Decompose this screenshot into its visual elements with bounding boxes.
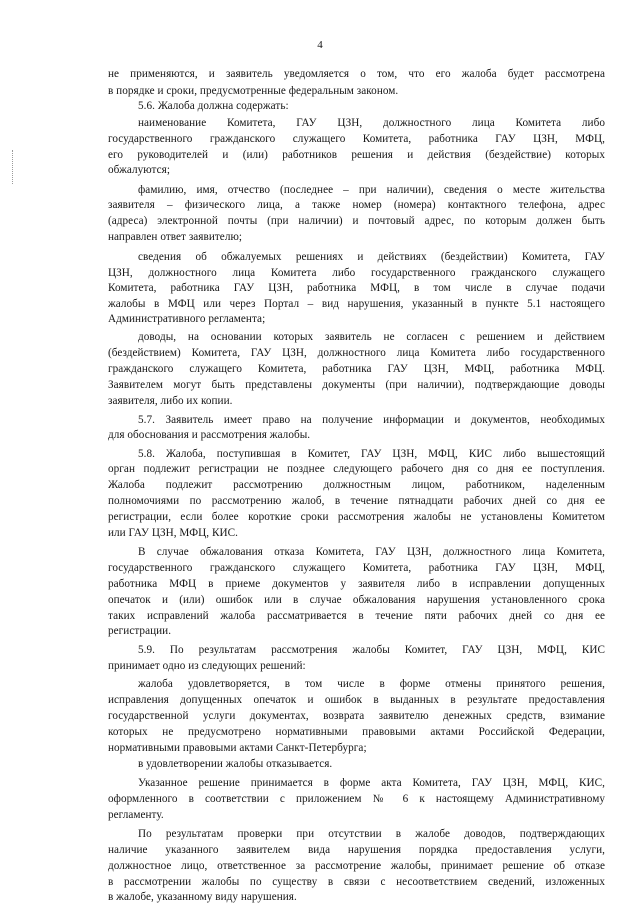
- text-line: орган подлежит регистрации не позднее следующего рабочего дня со дня ее поступления.: [108, 463, 605, 475]
- page-number: 4: [317, 39, 323, 51]
- margin-mark: [12, 150, 14, 184]
- text-line: По результатам проверки при отсутствии в жалобе доводов, подтверждающих: [138, 828, 605, 840]
- text-line: Жалоба подлежит рассмотрению должностным лицом, работником, наделенным: [108, 479, 605, 491]
- text-line: государственной услуги документах, возврата заявителю денежных средств, взимание: [108, 710, 605, 722]
- text-line: исправления допущенных опечаток и ошибок в выданных в результате предоставления: [108, 694, 605, 706]
- text-line: в удовлетворении жалобы отказывается.: [138, 758, 333, 770]
- text-line: наименование Комитета, ГАУ ЦЗН, должностного лица Комитета либо: [138, 117, 605, 129]
- text-line: в рассмотрении жалобы по существу в связи с несоответствием сведений, изложенных: [108, 876, 605, 888]
- text-line: Административного регламента;: [108, 313, 266, 325]
- text-line: фамилию, имя, отчество (последнее – при наличии), сведения о месте жительства: [138, 184, 605, 196]
- text-line: обжалуются;: [108, 164, 170, 176]
- text-line: которых не предусмотрено нормативными правовыми актами Российской Федерации,: [108, 726, 605, 738]
- text-line: Указанное решение принимается в форме акта Комитета, ГАУ ЦЗН, МФЦ, КИС,: [138, 777, 605, 789]
- text-line: таких исправлений жалоба рассматривается в течение пяти рабочих дней со дня ее: [108, 610, 605, 622]
- text-line: в жалобе, указанному виду нарушения.: [108, 891, 297, 903]
- text-line: регламенту.: [108, 809, 164, 821]
- text-line: заявителя – физического лица, а также номер (номера) контактного телефона, адрес: [108, 199, 605, 211]
- text-line: для обоснования и рассмотрения жалобы.: [108, 429, 311, 441]
- text-line: его руководителей и (или) работников решения и действия (бездействие) которых: [108, 149, 605, 161]
- text-line: оформленного в соответствии с приложением № 6 к настоящему Административному: [108, 793, 605, 805]
- text-line: Комитета, работника ГАУ ЦЗН, работника МФЦ, в том числе в случае подачи: [108, 282, 605, 294]
- text-line: направлен ответ заявителю;: [108, 231, 243, 243]
- text-line: работника МФЦ в приеме документов у заявителя либо в исправлении допущенных: [108, 578, 605, 590]
- text-line: принимает одно из следующих решений:: [108, 660, 306, 672]
- text-line: наличие указанного заявителем вида нарушения порядка предоставления услуги,: [108, 844, 605, 856]
- text-line: гражданского служащего Комитета, работника ГАУ ЦЗН, МФЦ, работника МФЦ.: [108, 363, 605, 375]
- text-line: 5.7. Заявитель имеет право на получение информации и документов, необходимых: [138, 414, 605, 426]
- text-line: полномочиями по рассмотрению жалоб, в течение пятнадцати рабочих дней со дня ее: [108, 495, 605, 507]
- text-line: в порядке и сроки, предусмотренные федеральным законом.: [108, 85, 399, 97]
- text-line: (бездействием) Комитета, ГАУ ЦЗН, должностного лица Комитета либо государственного: [108, 347, 605, 359]
- text-line: 5.6. Жалоба должна содержать:: [138, 100, 289, 112]
- text-line: (адреса) электронной почты (при наличии) и почтовый адрес, по которым должен быть: [108, 215, 605, 227]
- text-line: сведения об обжалуемых решениях и действиях (бездействии) Комитета, ГАУ: [138, 251, 605, 263]
- text-line: регистрации, если более короткие сроки рассмотрения жалобы не установлены Комитетом: [108, 511, 605, 523]
- text-line: 5.8. Жалоба, поступившая в Комитет, ГАУ ЦЗН, МФЦ, КИС либо вышестоящий: [138, 448, 605, 460]
- text-line: или ГАУ ЦЗН, МФЦ, КИС.: [108, 527, 238, 539]
- text-line: Заявителем могут быть представлены документы (при наличии), подтверждающие доводы: [108, 379, 605, 391]
- text-line: опечаток и (или) ошибок или в случае обжалования нарушения установленного срока: [108, 594, 605, 606]
- text-line: жалоба удовлетворяется, в том числе в форме отмены принятого решения,: [138, 678, 605, 690]
- text-line: 5.9. По результатам рассмотрения жалобы Комитет, ГАУ ЦЗН, МФЦ, КИС: [138, 644, 605, 656]
- text-line: государственного гражданского служащего Комитета, работника ГАУ ЦЗН, МФЦ,: [108, 133, 605, 145]
- text-line: доводы, на основании которых заявитель не согласен с решением и действием: [138, 331, 605, 343]
- text-line: должностное лицо, ответственное за рассмотрение жалобы, принимает решение об отказе: [108, 860, 605, 872]
- text-line: В случае обжалования отказа Комитета, ГАУ ЦЗН, должностного лица Комитета,: [138, 546, 605, 558]
- text-line: регистрации.: [108, 625, 172, 637]
- text-line: не применяются, и заявитель уведомляется о том, что его жалоба будет рассмотрена: [108, 68, 605, 80]
- text-line: нормативными правовыми актами Санкт-Петербурга;: [108, 742, 367, 754]
- text-line: жалобы в МФЦ или через Портал – вид нарушения, указанный в пункте 5.1 настоящего: [108, 298, 605, 310]
- text-line: ЦЗН, должностного лица Комитета либо государственного гражданского служащего: [108, 267, 605, 279]
- text-line: заявителя, либо их копии.: [108, 395, 233, 407]
- text-line: государственного гражданского служащего Комитета, работника ГАУ ЦЗН, МФЦ,: [108, 562, 605, 574]
